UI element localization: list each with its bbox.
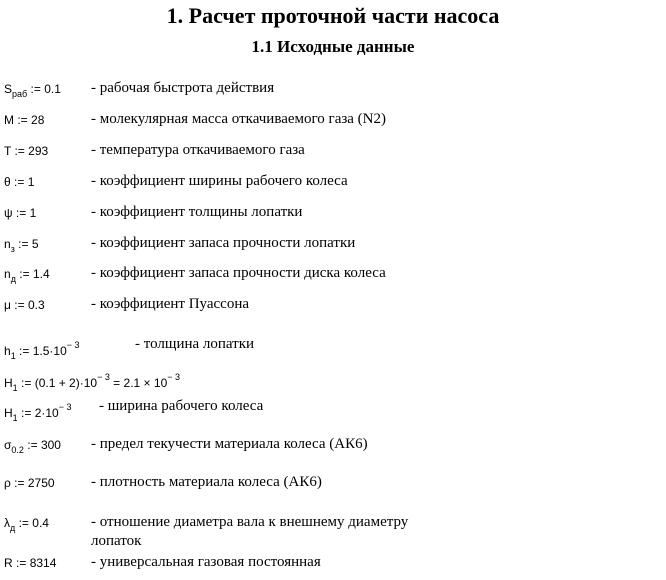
param-row-n-d	[0, 265, 666, 295]
param-description: - толщина лопатки	[135, 336, 255, 352]
param-description: - молекулярная масса откачиваемого газа (N2)	[91, 111, 387, 127]
param-description: - рабочая быстрота действия	[91, 80, 275, 96]
formula: $\lambda_д$ := 0.4	[4, 516, 49, 533]
formula: $n_д$ := 1.4	[4, 267, 50, 284]
param-row-m	[0, 111, 666, 141]
param-row-rho	[0, 474, 666, 504]
formula: T := 293	[4, 144, 49, 158]
param-description: - коэффициент Пуассона	[91, 296, 250, 312]
param-row-H1	[0, 398, 666, 428]
param-description: - коэффициент толщины лопатки	[91, 204, 303, 220]
formula: $\sigma_{0.2}$ := 300	[4, 438, 61, 455]
param-row-theta	[0, 173, 666, 203]
param-row-sigma	[0, 436, 666, 466]
param-description: - плотность материала колеса (АК6)	[91, 474, 322, 490]
formula: $H_1$ := $2\cdot 10^{- 3}$	[4, 402, 72, 423]
param-row-n-z	[0, 235, 666, 265]
param-row-H1-calc	[0, 368, 666, 398]
param-row-s-rab	[0, 80, 666, 110]
formula: ψ := 1	[4, 206, 37, 220]
param-description: - универсальная газовая постоянная	[91, 554, 321, 570]
param-description: - коэффициент запаса прочности диска колеса	[91, 265, 386, 281]
param-description: - коэффициент запаса прочности лопатки	[91, 235, 356, 251]
param-row-psi	[0, 204, 666, 234]
param-description: - предел текучести материала колеса (АК6)	[91, 436, 368, 452]
param-description: - ширина рабочего колеса	[99, 398, 264, 414]
formula: $n_з$ := 5	[4, 237, 39, 254]
param-row-r	[0, 554, 666, 578]
param-row-mu	[0, 296, 666, 326]
param-row-t	[0, 142, 666, 172]
subsection-title: 1.1 Исходные данные	[251, 37, 415, 56]
formula: M := 28	[4, 113, 45, 127]
formula: μ := 0.3	[4, 298, 45, 312]
param-row-h1	[0, 336, 666, 366]
param-description: - коэффициент ширины рабочего колеса	[91, 173, 348, 189]
formula: R := 8314	[4, 556, 57, 570]
param-description: - отношение диаметра вала к внешнему диаметру	[91, 514, 409, 530]
param-description: - температура откачиваемого газа	[91, 142, 305, 158]
formula: $S_{раб}$ := 0.1	[4, 82, 61, 99]
param-description-continued: лопаток	[91, 533, 142, 549]
formula: $h_1$ := $1.5\cdot 10^{- 3}$	[4, 340, 80, 361]
formula: ρ := 2750	[4, 476, 55, 490]
section-title: 1. Расчет проточной части насоса	[166, 3, 500, 28]
formula: $H_1$ := $(0.1 + 2)\cdot 10^{- 3} = 2.1 \times 10^{- 3}$	[4, 372, 181, 393]
param-row-lambda	[0, 514, 666, 554]
formula: θ := 1	[4, 175, 35, 189]
